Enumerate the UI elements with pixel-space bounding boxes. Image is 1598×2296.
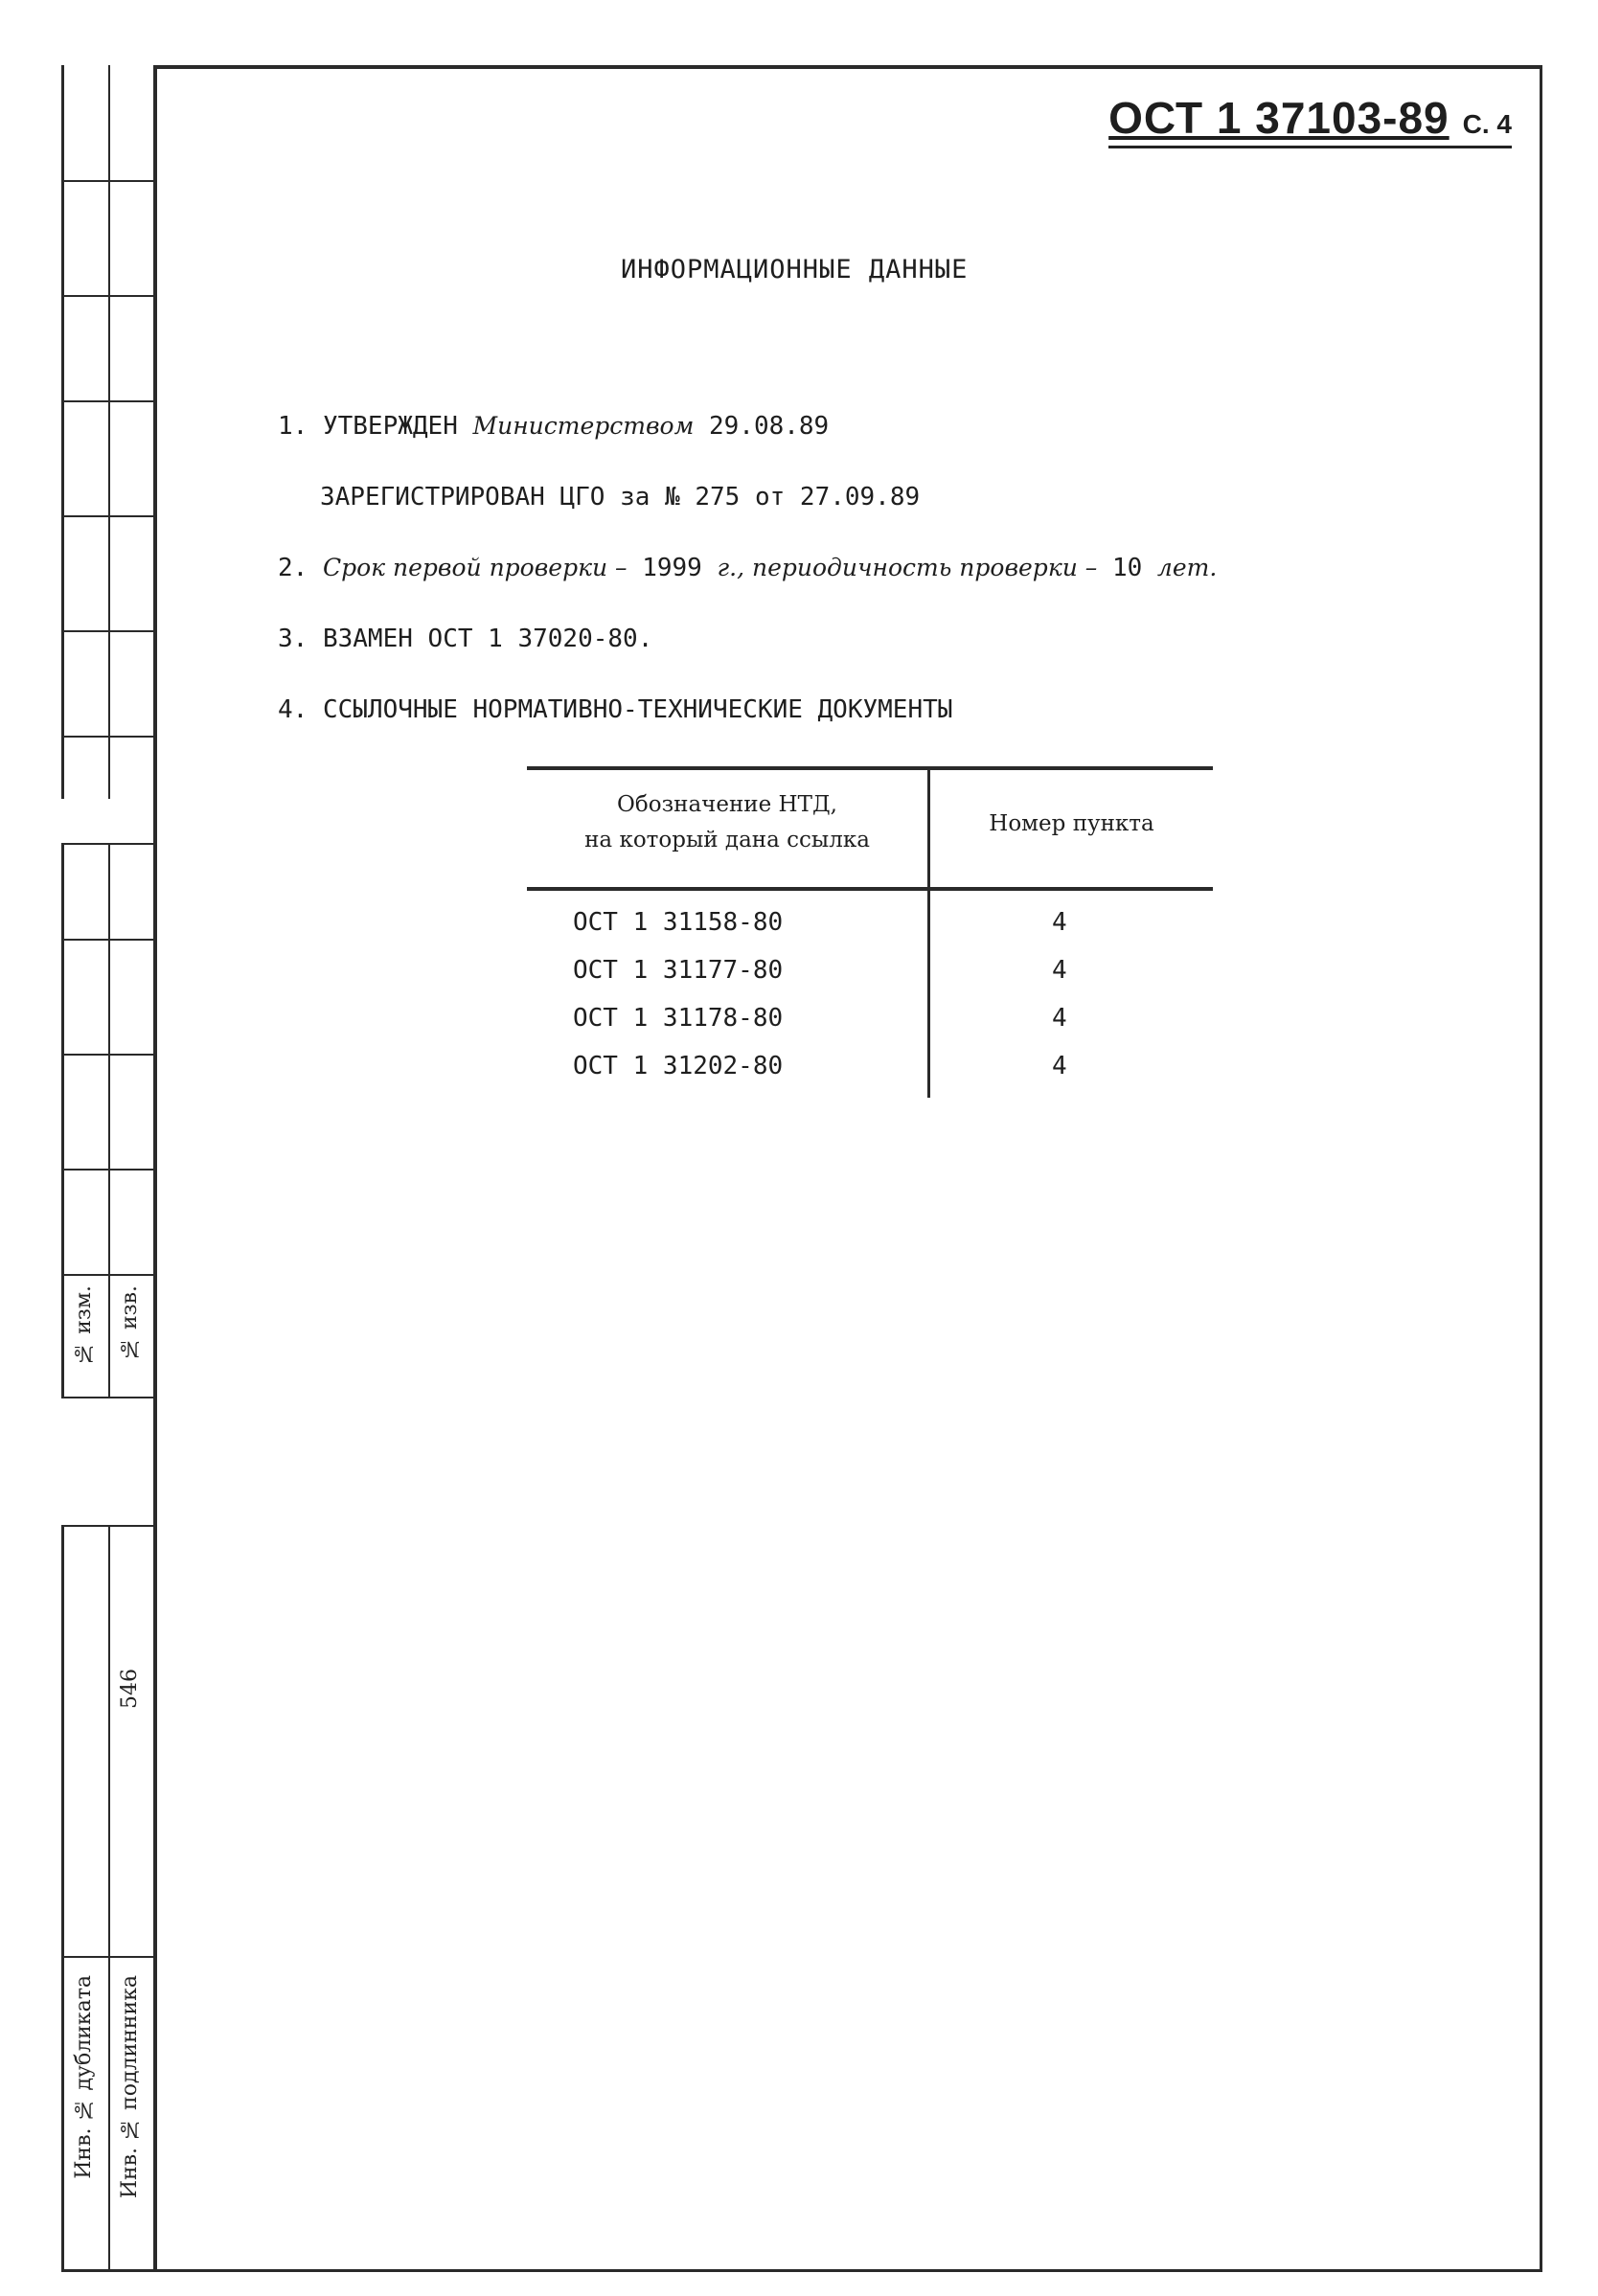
strip-rule bbox=[64, 1274, 156, 1276]
strip-rule bbox=[64, 630, 156, 632]
item-number: 2. bbox=[278, 554, 308, 582]
strip-label-duplicate: Инв. № дубликата bbox=[72, 1975, 96, 2179]
strip-divider bbox=[108, 65, 110, 799]
replace-text: ВЗАМЕН ОСТ 1 37020-80. bbox=[322, 625, 653, 653]
review-unit: лет. bbox=[1156, 554, 1218, 581]
binding-strip-middle bbox=[61, 843, 153, 1398]
header-line: на который дана ссылка bbox=[584, 827, 870, 852]
review-text-b: г., периодичность проверки – bbox=[717, 554, 1098, 581]
strip-rule bbox=[64, 295, 156, 297]
document-header bbox=[1108, 92, 1512, 148]
strip-rule bbox=[64, 1169, 156, 1171]
approved-by: Министерством bbox=[472, 412, 695, 440]
document-code: ОСТ 1 37103-89 bbox=[1108, 93, 1450, 143]
page-number: С. 4 bbox=[1462, 109, 1512, 139]
approved-label: УТВЕРЖДЕН bbox=[322, 412, 458, 441]
page-title: ИНФОРМАЦИОННЫЕ ДАННЫЕ bbox=[621, 255, 969, 284]
table-cell-point: 4 bbox=[1052, 1004, 1067, 1033]
strip-rule bbox=[64, 1525, 156, 1527]
item-number: 3. bbox=[278, 625, 308, 653]
strip-inventory-number: 546 bbox=[118, 1669, 142, 1709]
page-frame bbox=[153, 65, 1542, 2272]
table-cell-doc: ОСТ 1 31177-80 bbox=[573, 956, 784, 985]
strip-rule bbox=[64, 843, 156, 845]
strip-divider bbox=[108, 1525, 110, 2269]
table-header-rule bbox=[527, 887, 1213, 891]
item-number: 1. bbox=[278, 412, 308, 441]
strip-rule bbox=[64, 736, 156, 738]
strip-label-izv: № изв. bbox=[118, 1285, 142, 1361]
registered-details: за № 275 от 27.09.89 bbox=[620, 483, 921, 511]
strip-rule bbox=[64, 180, 156, 182]
approved-date: 29.08.89 bbox=[708, 412, 830, 441]
table-header-document bbox=[527, 787, 927, 858]
references-title: ССЫЛОЧНЫЕ НОРМАТИВНО-ТЕХНИЧЕСКИЕ ДОКУМЕНТЫ bbox=[322, 695, 953, 724]
strip-rule bbox=[64, 400, 156, 402]
strip-rule bbox=[64, 1956, 156, 1958]
strip-label-original: Инв. № подлинника bbox=[118, 1975, 142, 2199]
item-approved bbox=[278, 412, 829, 441]
table-cell-doc: ОСТ 1 31178-80 bbox=[573, 1004, 784, 1033]
strip-label-izm: № изм. bbox=[72, 1285, 96, 1365]
item-registered bbox=[320, 483, 920, 511]
review-year: 1999 bbox=[642, 554, 702, 582]
table-cell-point: 4 bbox=[1052, 1052, 1067, 1080]
strip-rule bbox=[64, 939, 156, 941]
item-references bbox=[278, 695, 952, 724]
strip-rule bbox=[64, 515, 156, 517]
item-number: 4. bbox=[278, 695, 308, 724]
table-header-point: Номер пункта bbox=[989, 811, 1154, 836]
strip-rule bbox=[64, 1054, 156, 1056]
registered-label: ЗАРЕГИСТРИРОВАН ЦГО bbox=[320, 483, 605, 511]
table-cell-doc: ОСТ 1 31202-80 bbox=[573, 1052, 784, 1080]
item-review bbox=[278, 554, 1217, 582]
table-top-rule bbox=[527, 766, 1213, 770]
strip-rule bbox=[64, 1397, 156, 1398]
strip-divider bbox=[108, 843, 110, 1398]
review-period: 10 bbox=[1111, 554, 1143, 582]
binding-strip-top bbox=[61, 65, 153, 799]
header-line: Обозначение НТД, bbox=[617, 792, 837, 817]
review-text-a: Срок первой проверки – bbox=[322, 554, 628, 581]
table-cell-point: 4 bbox=[1052, 956, 1067, 985]
table-cell-point: 4 bbox=[1052, 908, 1067, 937]
binding-strip-bottom bbox=[61, 1525, 153, 2272]
item-replace bbox=[278, 625, 652, 653]
table-cell-doc: ОСТ 1 31158-80 bbox=[573, 908, 784, 937]
